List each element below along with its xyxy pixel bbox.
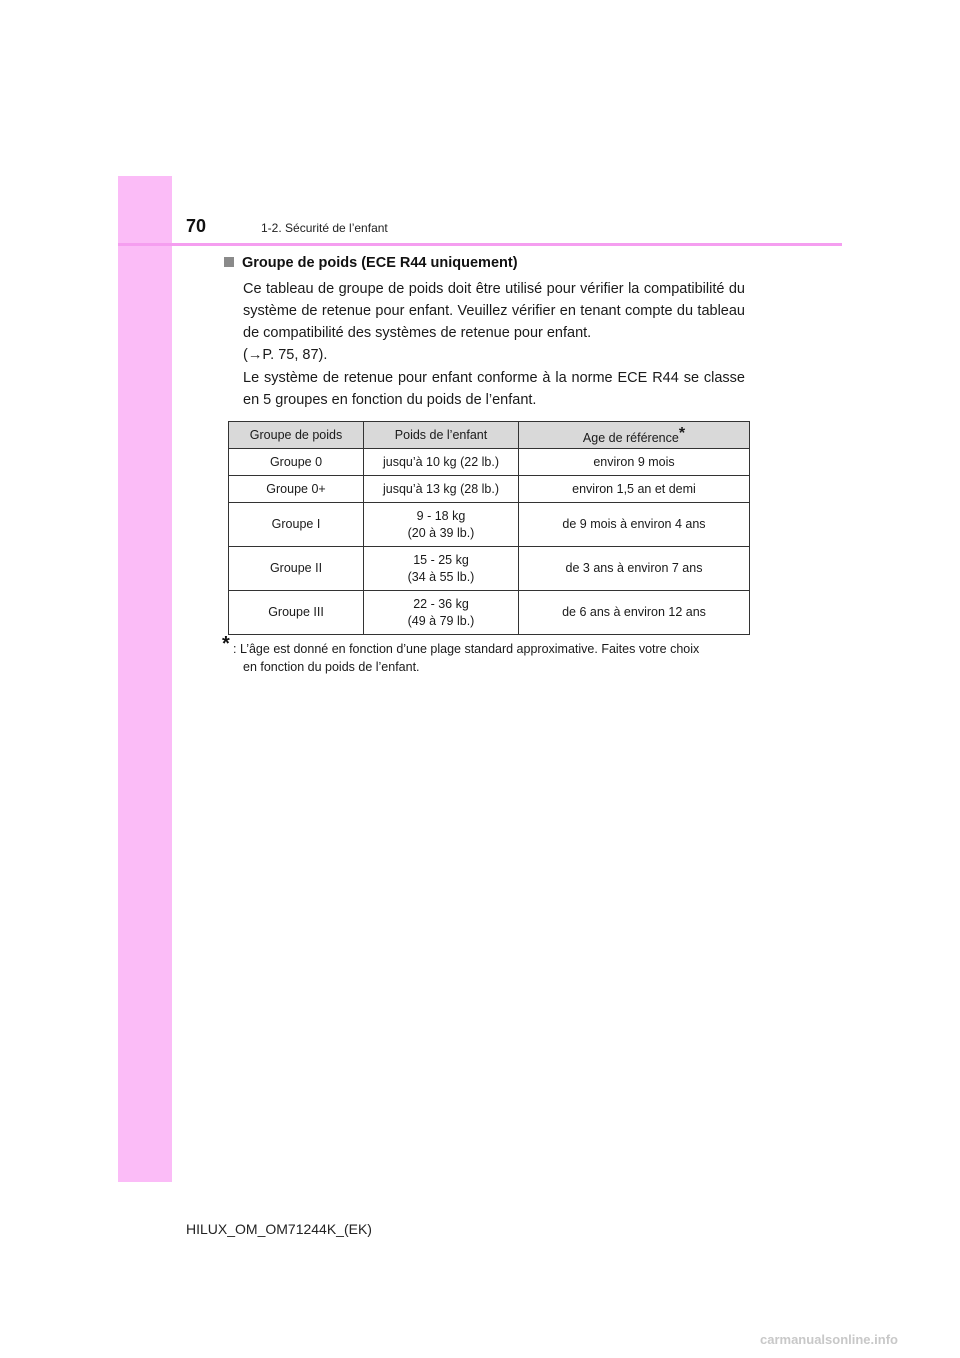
section-heading-text: Groupe de poids (ECE R44 uniquement) <box>242 255 518 271</box>
intro-text: Ce tableau de groupe de poids doit être utilisé pour vérifier la compatibilité du système de retenue pour enfant. Veuillez vérifier en tenant compte du tableau de compatibilité des systèmes de retenue pour enfant. <box>243 281 745 341</box>
document-id: HILUX_OM_OM71244K_(EK) <box>186 1221 372 1237</box>
cell-weight <box>364 547 519 591</box>
breadcrumb: 1-2. Sécurité de l’enfant <box>261 221 388 235</box>
weight-kg: 9 - 18 kg <box>416 508 466 523</box>
cell-group: Groupe 0 <box>229 449 364 476</box>
cell-age: de 6 ans à environ 12 ans <box>519 591 750 635</box>
cell-group: Groupe II <box>229 547 364 591</box>
page-number: 70 <box>186 216 207 236</box>
cell-group: Groupe 0+ <box>229 476 364 503</box>
groups-paragraph: Le système de retenue pour enfant conforme à la norme ECE R44 se classe en 5 groupes en fonction du poids de l’enfant. <box>243 370 745 408</box>
table-row <box>229 591 750 635</box>
cell-weight <box>364 591 519 635</box>
section-heading <box>224 255 518 271</box>
header-reference-age-text: Age de référence <box>582 431 679 445</box>
table-row <box>229 503 750 547</box>
cell-age: environ 9 mois <box>519 449 750 476</box>
header-weight-group: Groupe de poids <box>229 422 364 449</box>
site-watermark: carmanualsonline.info <box>760 1332 898 1347</box>
cell-age: de 3 ans à environ 7 ans <box>519 547 750 591</box>
weight-kg: 22 - 36 kg <box>413 596 469 611</box>
weight-group-table <box>228 421 750 635</box>
weight-lb: (49 à 79 lb.) <box>407 613 475 628</box>
footnote-line-1: : L’âge est donné en fonction d’une plage standard approximative. Faites votre choix <box>233 642 700 656</box>
header-reference-age <box>519 422 750 449</box>
table-row <box>229 449 750 476</box>
weight-lb: (34 à 55 lb.) <box>407 569 475 584</box>
table-header-row <box>229 422 750 449</box>
square-bullet-icon <box>224 257 234 267</box>
asterisk-mark: * <box>678 425 686 442</box>
header-child-weight: Poids de l’enfant <box>364 422 519 449</box>
header-divider <box>118 243 842 246</box>
cell-group: Groupe I <box>229 503 364 547</box>
footnote <box>233 640 746 676</box>
table-row <box>229 547 750 591</box>
table-row <box>229 476 750 503</box>
cell-group: Groupe III <box>229 591 364 635</box>
cell-weight: jusqu’à 10 kg (22 lb.) <box>364 449 519 476</box>
page-reference: (→P. 75, 87). <box>243 347 328 363</box>
cell-weight: jusqu’à 13 kg (28 lb.) <box>364 476 519 503</box>
weight-lb: (20 à 39 lb.) <box>407 525 475 540</box>
intro-paragraph <box>243 278 745 366</box>
weight-kg: 15 - 25 kg <box>413 552 469 567</box>
cell-weight <box>364 503 519 547</box>
cell-age: de 9 mois à environ 4 ans <box>519 503 750 547</box>
side-tab-band <box>118 176 172 1182</box>
footnote-asterisk: * <box>222 633 230 655</box>
footnote-line-2: en fonction du poids de l’enfant. <box>243 660 420 674</box>
cell-age: environ 1,5 an et demi <box>519 476 750 503</box>
